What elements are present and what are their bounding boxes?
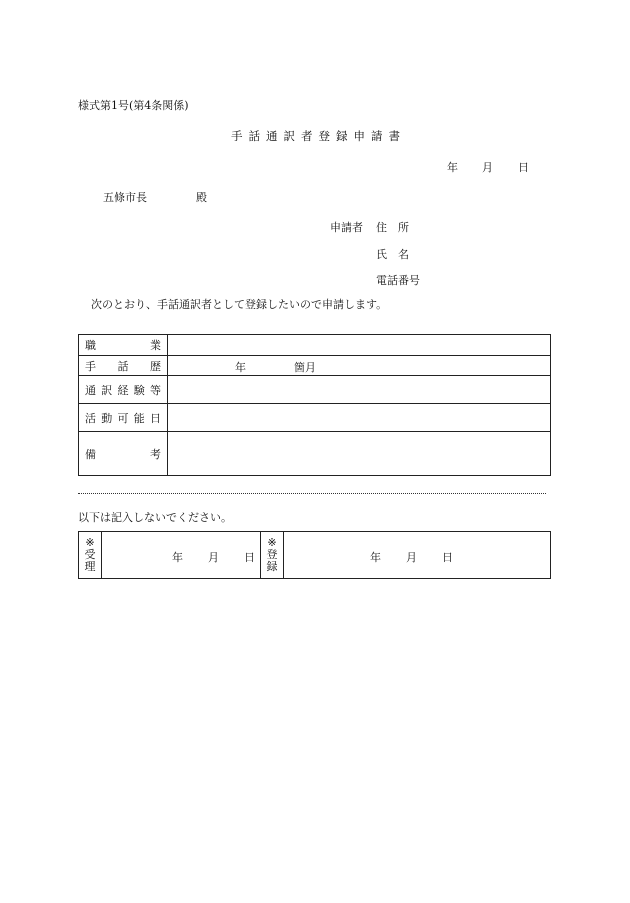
date-day: 日	[518, 161, 529, 174]
receipt-label-2: 理	[84, 560, 96, 573]
table-row-sign-history	[79, 356, 551, 376]
interpreting-experience-field[interactable]	[168, 376, 551, 404]
phone-label: 電話番号	[376, 274, 420, 287]
available-days-field[interactable]	[168, 404, 551, 432]
cut-line	[78, 493, 546, 494]
label-char: 業	[150, 339, 161, 352]
sign-history-year-unit: 年	[235, 361, 246, 374]
form-number: 様式第1号(第4条関係)	[78, 99, 189, 112]
sign-history-field[interactable]	[168, 356, 551, 376]
table-row-remarks	[79, 432, 551, 476]
receipt-day: 日	[244, 551, 255, 564]
table-row-available-days	[79, 404, 551, 432]
remarks-label	[79, 432, 168, 476]
label-char: 手	[85, 359, 96, 373]
document-title: 手話通訳者登録申請書	[231, 129, 406, 143]
label-char: 可	[117, 411, 129, 425]
address-label: 住 所	[376, 221, 409, 234]
date-year: 年	[447, 161, 458, 174]
receipt-year: 年	[172, 551, 183, 564]
table-row-interpreting-experience	[79, 376, 551, 404]
registration-label-2: 録	[266, 560, 278, 573]
label-char: 動	[101, 411, 113, 425]
addressee-honorific: 殿	[196, 191, 207, 204]
registration-mark: ※	[267, 536, 277, 549]
name-label: 氏 名	[376, 248, 409, 261]
receipt-label-1: 受	[84, 548, 96, 561]
label-char: 訳	[101, 383, 113, 397]
addressee-name: 五條市長	[103, 191, 147, 204]
sign-history-label	[79, 356, 168, 376]
label-char: 歴	[150, 359, 161, 373]
label-char: 職	[85, 339, 96, 352]
registration-year: 年	[370, 551, 381, 564]
label-char: 通	[85, 383, 96, 397]
applicant-label: 申請者	[330, 221, 363, 234]
registration-label-1: 登	[266, 548, 278, 561]
sign-history-months-unit: 箇月	[294, 361, 316, 374]
application-statement: 次のとおり、手話通訳者として登録したいので申請します。	[91, 298, 388, 311]
label-char: 日	[150, 411, 161, 425]
registration-day: 日	[442, 551, 453, 564]
label-char: 備	[85, 447, 96, 461]
application-table	[78, 334, 551, 476]
remarks-field[interactable]	[168, 432, 551, 476]
label-char: 能	[133, 411, 145, 425]
available-days-label	[79, 404, 168, 432]
label-char: 考	[150, 447, 161, 461]
label-char: 等	[150, 383, 161, 397]
interpreting-experience-label	[79, 376, 168, 404]
office-use-row	[79, 532, 551, 579]
registration-date-cell[interactable]	[284, 532, 551, 579]
date-month: 月	[482, 161, 493, 174]
office-use-note: 以下は記入しないでください。	[78, 511, 232, 524]
office-use-table	[78, 531, 551, 579]
registration-month: 月	[406, 551, 417, 564]
receipt-label-cell	[79, 532, 102, 579]
registration-label-cell	[261, 532, 284, 579]
receipt-date-cell[interactable]	[102, 532, 261, 579]
label-char: 話	[117, 359, 129, 373]
table-row-occupation	[79, 335, 551, 356]
label-char: 活	[85, 411, 96, 425]
receipt-month: 月	[208, 551, 219, 564]
label-char: 経	[117, 383, 129, 397]
receipt-mark: ※	[85, 536, 95, 549]
label-char: 験	[133, 383, 145, 397]
occupation-label	[79, 335, 168, 356]
occupation-field[interactable]	[168, 335, 551, 356]
